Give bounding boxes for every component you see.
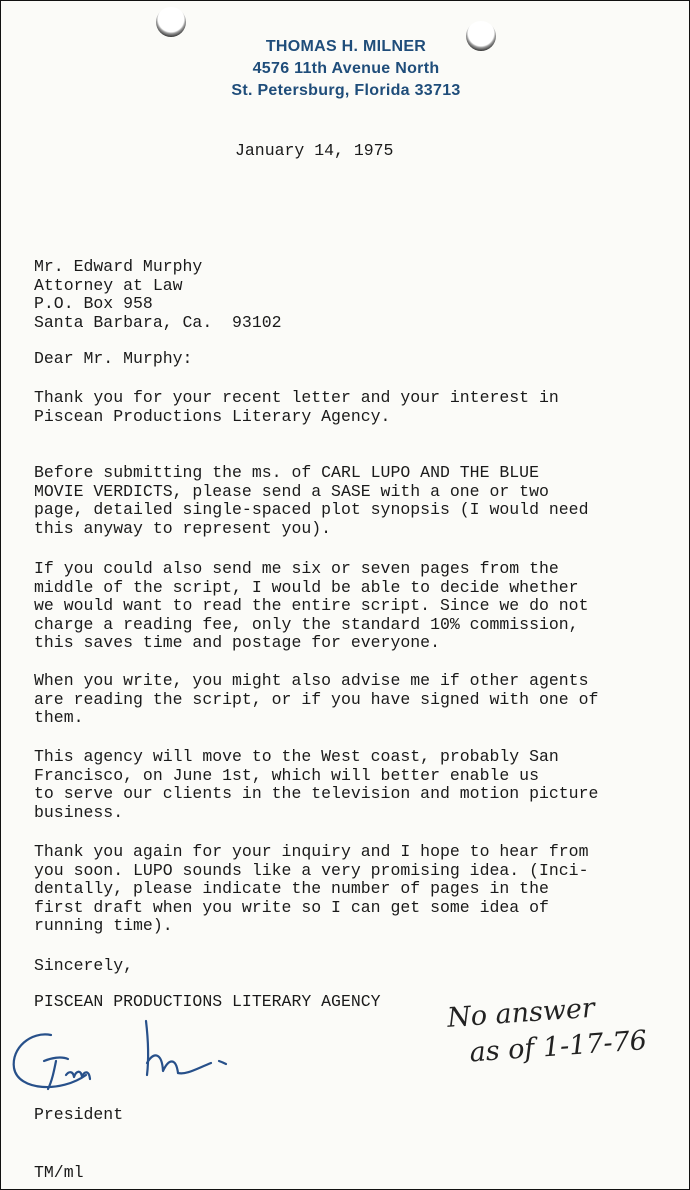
letterhead-city: St. Petersburg, Florida 33713 <box>231 82 461 99</box>
handwritten-note-line: No answer <box>446 992 596 1034</box>
body-paragraph: Thank you for your recent letter and your interest in Piscean Productions Literary Agency. <box>34 388 559 426</box>
recipient-title: Attorney at Law <box>34 275 183 295</box>
letterhead-street: 4576 11th Avenue North <box>252 60 440 77</box>
recipient-po-box: P.O. Box 958 <box>34 294 153 313</box>
body-paragraph: Before submitting the ms. of CARL LUPO AND THE BLUE MOVIE VERDICTS, please send a SASE with a one or two page, detailed single-spaced plot synopsis (I would need this anyway to represent you). <box>34 463 589 538</box>
body-paragraph: Thank you again for your inquiry and I hope to hear from you soon. LUPO sounds like a very promising idea. (Inci- dentally, please indicate the number of pages in the first draft when you write so I can get some idea of running time). <box>34 842 589 935</box>
body-paragraph: This agency will move to the West coast, probably San Francisco, on June 1st, which will better enable us to serve our clients in the television and motion picture business. <box>34 747 599 822</box>
recipient-city: Santa Barbara, Ca. 93102 <box>34 312 282 332</box>
handwritten-signature <box>6 1013 236 1098</box>
handwritten-note-line: as of 1-17-76 <box>468 1025 648 1069</box>
agency-name: PISCEAN PRODUCTIONS LITERARY AGENCY <box>34 992 381 1011</box>
salutation: Dear Mr. Murphy: <box>34 349 193 368</box>
recipient-name: Mr. Edward Murphy <box>34 257 203 276</box>
body-paragraph: When you write, you might also advise me if other agents are reading the script, or if you have signed with one of them. <box>34 671 599 727</box>
letter-date: January 14, 1975 <box>235 141 394 160</box>
body-paragraph: If you could also send me six or seven pages from the middle of the script, I would be able to decide whether we would want to read the entire script. Since we do not charge a reading fee, only the standard 10% commission, this saves time and postage for everyone. <box>34 559 589 652</box>
typist-initials: TM/ml <box>34 1163 84 1182</box>
letterhead <box>1 36 690 102</box>
letterhead-name: THOMAS H. MILNER <box>265 38 427 55</box>
punch-hole <box>156 7 186 37</box>
signer-title: President <box>34 1105 124 1124</box>
complimentary-closing: Sincerely, <box>34 956 134 975</box>
recipient-address <box>34 258 674 332</box>
handwritten-note <box>446 987 648 1073</box>
